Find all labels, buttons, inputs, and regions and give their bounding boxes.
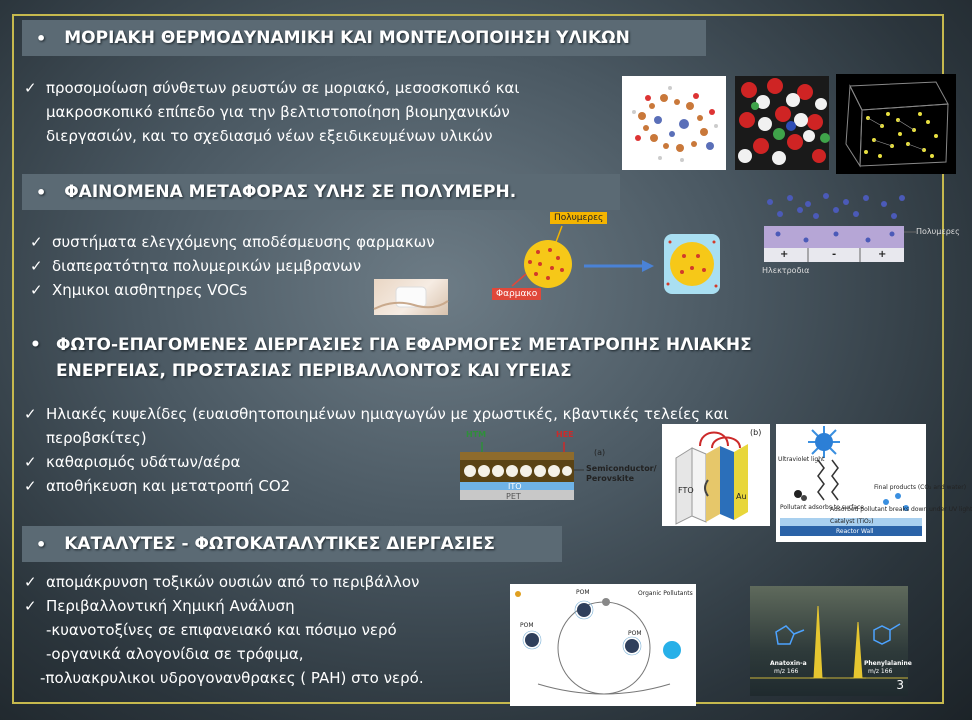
list-item: ✓ Ηλιακές κυψελίδες (ευαισθητοποιημένων ημιαγωγών με χρωστικές, κβαντικές τελείες και — [24, 402, 729, 426]
section2-title: ΦΑΙΝΟΜΕΝΑ ΜΕΤΑΦΟΡΑΣ ΥΛΗΣ ΣΕ ΠΟΛΥΜΕΡΗ. — [64, 182, 517, 202]
section1-header: • ΜΟΡΙΑΚΗ ΘΕΡΜΟΔΥΝΑΜΙΚΗ ΚΑΙ ΜΟΝΤΕΛΟΠΟΙΗΣΗ ΥΛΙΚΩΝ — [22, 20, 706, 56]
molecular-box-icon — [735, 76, 829, 170]
chromatogram-figure — [750, 586, 912, 696]
checkmark-icon: ✓ — [24, 573, 37, 591]
pom-label: POM — [628, 630, 642, 637]
list-item: ✓ συστήματα ελεγχόμενης αποδέσμευσης φαρμακων — [30, 230, 435, 254]
au-label: Au — [736, 492, 747, 501]
list-item: ✓ διαπερατότητα πολυμερικών μεμβρανων — [30, 254, 435, 278]
checkmark-icon: ✓ — [30, 281, 43, 299]
page-number: 3 — [896, 678, 904, 692]
list-item: ✓ προσομοίωση σύνθετων ρευστών σε μοριακό, μεσοσκοπικό και — [24, 76, 519, 100]
panel-a-label: (a) — [594, 448, 606, 457]
pom-label: POM — [576, 589, 590, 596]
pom-label: POM — [520, 622, 534, 629]
checkmark-icon: ✓ — [24, 597, 37, 615]
checkmark-icon: ✓ — [24, 477, 37, 495]
section1-list — [24, 76, 519, 148]
list-item: ✓ Περιβαλλοντική Χημική Ανάλυση — [24, 594, 424, 618]
list-item: μακροσκοπικό επίπεδο για την βελτιστοποίηση βιομηχανικών — [46, 103, 510, 121]
molecule-icon — [622, 76, 726, 170]
htm-label: HTM — [466, 430, 487, 439]
organic-pollutants-label: Organic Pollutants — [638, 590, 693, 597]
panel-b-label: (b) — [750, 428, 762, 437]
drug-release-icon — [492, 212, 722, 304]
checkmark-icon: ✓ — [24, 453, 37, 471]
catalyst-label: Catalyst (TiO₂) — [830, 518, 874, 525]
list-item: -πολυακρυλικοι υδρογονανθρακες ( PAH) στο νερό. — [40, 669, 424, 687]
photocatalysis-figure — [776, 424, 972, 542]
simulation-box-icon — [836, 74, 956, 174]
reactor-label: Reactor Wall — [836, 528, 874, 535]
hand-icon — [374, 279, 448, 315]
list-item: ✓ αποθήκευση και μετατροπή CO2 — [24, 474, 729, 498]
electrode-label: Ηλεκτροδια — [762, 266, 810, 275]
minus-sign: - — [832, 249, 837, 260]
skin-patch-image — [374, 279, 448, 315]
section4-header: • ΚΑΤΑΛΥΤΕΣ - ΦΩΤΟΚΑΤΑΛΥΤΙΚΕΣ ΔΙΕΡΓΑΣΙΕΣ — [22, 526, 562, 562]
membrane-polymer-label: Πολυμερες — [916, 227, 960, 236]
list-item: ✓ καθαρισμός υδάτων/αέρα — [24, 450, 729, 474]
section3-title-line1: ΦΩΤΟ-ΕΠΑΓΟΜΕΝΕΣ ΔΙΕΡΓΑΣΙΕΣ ΓΙΑ ΕΦΑΡΜΟΓΕΣ ΜΕΤΑΤΡΟΠΗΣ ΗΛΙΑΚΗΣ — [56, 335, 752, 355]
solar-cell-a-figure — [452, 422, 657, 512]
solar-cell-b-icon — [662, 424, 770, 526]
checkmark-icon: ✓ — [24, 405, 37, 423]
checkmark-icon: ✓ — [24, 79, 37, 97]
perovskite-label: Perovskite — [586, 474, 635, 483]
list-item: -κυανοτοξίνες σε επιφανειακό και πόσιμο νερό — [46, 621, 397, 639]
section4-list — [24, 570, 424, 690]
semiconductor-label: Semiconductor/ — [586, 464, 657, 473]
uv-label: Ultraviolet light — [778, 456, 825, 463]
hee-label: HEE — [556, 430, 574, 439]
anatoxin-label: Anatoxin-a — [770, 660, 807, 667]
list-item: περοβσκίτες) — [46, 429, 147, 447]
pet-label: PET — [506, 492, 521, 501]
list-item: ✓ Χημικοι αισθητηρες VOCs — [30, 278, 435, 302]
adsorbed-label: Adsorbed pollutant breaks down under UV light — [830, 506, 972, 513]
drug-label: Φαρμακο — [492, 288, 541, 300]
anatoxin-mz-label: m/z 166 — [774, 668, 799, 675]
phenylalanine-mz-label: m/z 166 — [868, 668, 893, 675]
list-item: διεργασιών, και το σχεδιασμό νέων εξειδικευμένων υλικών — [46, 127, 493, 145]
molecular-box-image — [735, 76, 829, 170]
section1-title: ΜΟΡΙΑΚΗ ΘΕΡΜΟΔΥΝΑΜΙΚΗ ΚΑΙ ΜΟΝΤΕΛΟΠΟΙΗΣΗ ΥΛΙΚΩΝ — [64, 28, 630, 48]
chromatogram-icon — [750, 586, 908, 696]
checkmark-icon: ✓ — [30, 257, 43, 275]
catalytic-cycle-figure — [510, 584, 696, 706]
fto-label: FTO — [678, 486, 694, 495]
ito-label: ITO — [508, 482, 522, 491]
section4-title: ΚΑΤΑΛΥΤΕΣ - ΦΩΤΟΚΑΤΑΛΥΤΙΚΕΣ ΔΙΕΡΓΑΣΙΕΣ — [64, 534, 495, 554]
drug-release-figure — [492, 212, 722, 304]
molecule-image — [622, 76, 726, 170]
polymer-label: Πολυμερες — [550, 212, 607, 224]
section2-header: • ΦΑΙΝΟΜΕΝΑ ΜΕΤΑΦΟΡΑΣ ΥΛΗΣ ΣΕ ΠΟΛΥΜΕΡΗ. — [22, 174, 620, 210]
membrane-figure — [756, 190, 960, 280]
solar-cell-b-figure — [662, 424, 770, 526]
phenylalanine-label: Phenylalanine — [864, 660, 912, 667]
list-item: ✓ απομάκρυνση τοξικών ουσιών από το περιβάλλον — [24, 570, 424, 594]
section3-title-line2: ΕΝΕΡΓΕΙΑΣ, ΠΡΟΣΤΑΣΙΑΣ ΠΕΡΙΒΑΛΛΟΝΤΟΣ ΚΑΙ ΥΓΕΙΑΣ — [56, 361, 572, 381]
checkmark-icon: ✓ — [30, 233, 43, 251]
plus-sign: + — [878, 249, 887, 260]
pollutant-label: Pollutant adsorbs to surface — [780, 504, 864, 511]
plus-sign: + — [780, 249, 789, 260]
catalytic-cycle-icon — [510, 584, 696, 706]
list-item: -οργανικά αλογονίδια σε τρόφιμα, — [46, 645, 304, 663]
simulation-box-image — [836, 74, 956, 174]
section3-header: • ΦΩΤΟ-ΕΠΑΓΟΜΕΝΕΣ ΔΙΕΡΓΑΣΙΕΣ ΓΙΑ ΕΦΑΡΜΟΓΕΣ ΜΕΤΑΤΡΟΠΗΣ ΗΛΙΑΚΗΣ ΕΝΕΡΓΕΙΑΣ, ΠΡΟΣΤΑΣΙΑΣ ΠΕΡΙΒΑΛΛΟΝΤΟΣ ΚΑΙ ΥΓΕΙΑΣ — [30, 332, 752, 384]
final-products-label: Final products (CO₂ and water) — [874, 484, 967, 491]
